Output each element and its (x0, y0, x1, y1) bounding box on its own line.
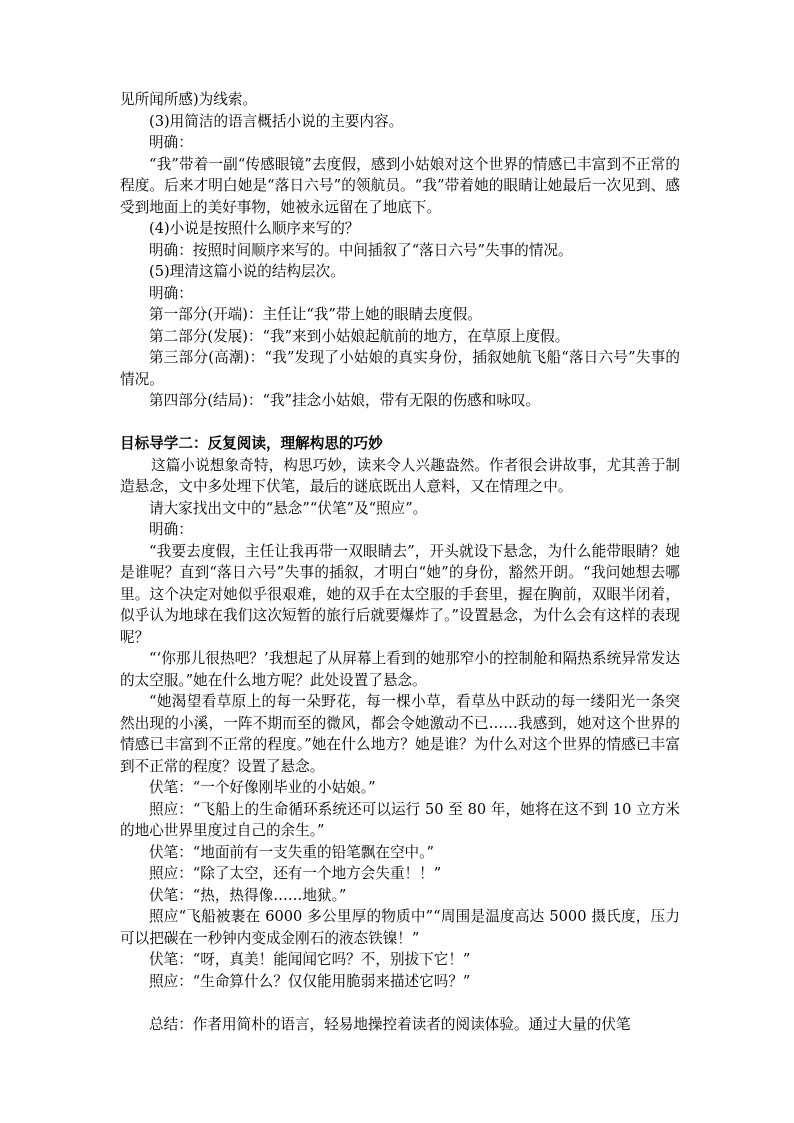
paragraph: (3)用简洁的语言概括小说的主要内容。 (149, 112, 404, 130)
paragraph: 照应“飞船被裹在 6000 多公里厚的物质中”“周围是温度高达 5000 摄氏度，压力可以把碳在一秒钟内变成金刚石的液态铁镍！” (120, 908, 680, 947)
paragraph: 请大家找出文中的“悬念”“伏笔”及“照应”。 (149, 499, 428, 517)
document-page (120, 89, 680, 1035)
paragraph: 见所闻所感)为线索。 (120, 91, 258, 108)
paragraph: 明确： (149, 134, 193, 151)
spacer (120, 992, 680, 1014)
paragraph: 第四部分(结局)：“我”挂念小姑娘，带有无限的伤感和咏叹。 (149, 392, 541, 409)
section-heading: 目标导学二：反复阅读，理解构思的巧妙 (120, 435, 383, 452)
paragraph: 第二部分(发展)：“我”来到小姑娘起航前的地方，在草原上度假。 (149, 327, 570, 345)
paragraph: 伏笔：“呀，真美！能闻闻它吗？不，别拔下它！” (149, 951, 471, 968)
paragraph: “我”带着一副“传感眼镜”去度假，感到小姑娘对这个世界的情感已丰富到不正常的程度。后来才明白她是“落日六号”的领航员。“我”带着她的眼睛让她最后一次见到、感受到地面上的美好事物，她被永远留在了地底下。 (120, 155, 680, 216)
paragraph: 照应：“飞船上的生命循环系统还可以运行 50 至 80 年，她将在这不到 10 立方米的地心世界里度过自己的余生。” (120, 800, 680, 839)
paragraph: 这篇小说想象奇特，构思巧妙，读来令人兴趣盎然。作者很会讲故事，尤其善于制造悬念，文中多处埋下伏笔，最后的谜底既出人意料，又在情理之中。 (120, 456, 680, 495)
paragraph: 第一部分(开端)：主任让“我”带上她的眼睛去度假。 (149, 306, 482, 323)
paragraph: (4)小说是按照什么顺序来写的？ (149, 220, 360, 237)
paragraph: 伏笔：“地面前有一支失重的铅笔飘在空中。” (149, 843, 434, 861)
paragraph: 明确： (149, 284, 193, 302)
paragraph: “她渴望看草原上的每一朵野花，每一棵小草，看草丛中跃动的每一缕阳光一条突然出现的小溪，一阵不期而至的微风，都会令她激动不已……我感到，她对这个世界的情感已丰富到不正常的程度。”她在什么地方？她是谁？为什么对这个世界的情感已丰富到不正常的程度？设置了悬念。 (120, 693, 680, 775)
paragraph: “我要去度假，主任让我再带一双眼睛去”，开头就设下悬念，为什么能带眼睛？她是谁呢？直到“落日六号”失事的插叙，才明白“她”的身份，豁然开朗。“我问她想去哪里。这个决定对她似乎很艰难，她的双手在太空服的手套里，握在胸前，双眼半闭着，似乎认为地球在我们这次短暂的旅行后就要爆炸了。”设置悬念，为什么会有这样的表现呢？ (120, 542, 680, 646)
paragraph: 照应：“生命算什么？仅仅能用脆弱来描述它吗？” (149, 972, 471, 990)
paragraph: 伏笔：“热，热得像……地狱。” (149, 886, 347, 904)
paragraph: (5)理清这篇小说的结构层次。 (149, 263, 345, 280)
paragraph: 伏笔：“一个好像刚毕业的小姑娘。” (149, 779, 376, 796)
spacer (120, 412, 680, 434)
paragraph: 明确： (149, 521, 193, 538)
summary-paragraph: 总结：作者用简朴的语言，轻易地操控着读者的阅读体验。通过大量的伏笔 (149, 1015, 631, 1033)
paragraph: 照应：“除了太空，还有一个地方会失重！！” (149, 865, 442, 882)
paragraph: 明确：按照时间顺序来写的。中间插叙了“落日六号”失事的情况。 (149, 241, 573, 259)
paragraph: 第三部分(高潮)：“我”发现了小姑娘的真实身份，插叙她航飞船“落日六号”失事的情况。 (120, 349, 680, 388)
paragraph: “‘你那儿很热吧？’我想起了从屏幕上看到的她那窄小的控制舱和隔热系统异常发达的太空服。”她在什么地方呢？此处设置了悬念。 (120, 650, 680, 689)
